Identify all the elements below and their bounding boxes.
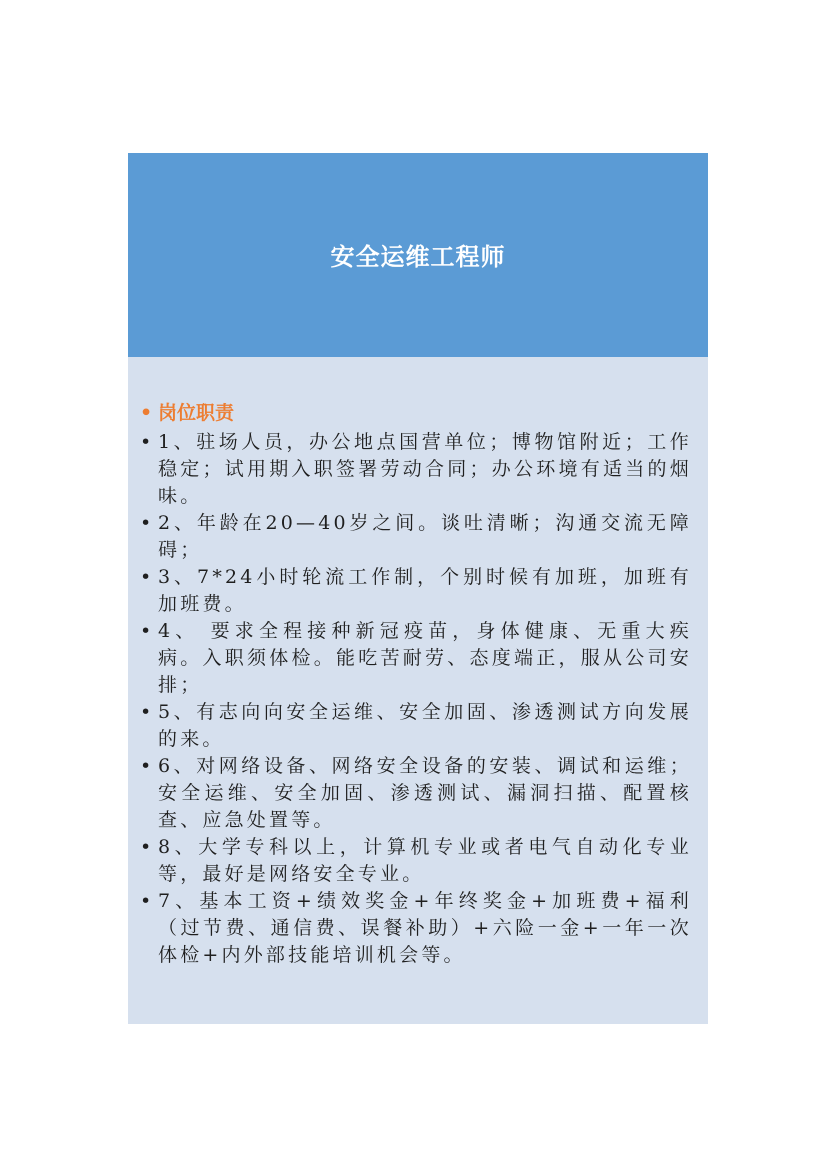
- list-item: [140, 564, 692, 618]
- bullet-icon: •: [140, 836, 155, 858]
- list-item: [140, 510, 692, 564]
- bullet-icon: •: [140, 755, 155, 777]
- list-item: [140, 834, 692, 888]
- list-item: [140, 888, 692, 969]
- list-item-text: 1、驻场人员，办公地点国营单位；博物馆附近；工作稳定；试用期入职签署劳动合同；办公环境有适当的烟味。: [158, 431, 692, 507]
- list-item: [140, 753, 692, 834]
- card-content: [140, 399, 692, 969]
- list-item-text: 8、大学专科以上，计算机专业或者电气自动化专业等，最好是网络安全专业。: [158, 836, 692, 885]
- job-title: 安全运维工程师: [330, 243, 506, 271]
- list-item-text: 7、基本工资+绩效奖金+年终奖金+加班费+福利（过节费、通信费、误餐补助）+六险一金+一年一次体检+内外部技能培训机会等。: [158, 890, 692, 966]
- card-header: [128, 153, 708, 357]
- section-heading: [140, 399, 692, 427]
- bullet-icon: •: [140, 566, 155, 588]
- list-item-text: 6、对网络设备、网络安全设备的安装、调试和运维；安全运维、安全加固、渗透测试、漏洞扫描、配置核查、应急处置等。: [158, 755, 692, 831]
- list-item-text: 3、7*24小时轮流工作制，个别时候有加班，加班有加班费。: [158, 566, 692, 615]
- list-item: [140, 429, 692, 510]
- bullet-icon: •: [140, 402, 153, 424]
- list-item-text: 5、有志向向安全运维、安全加固、渗透测试方向发展的来。: [158, 701, 692, 750]
- list-item-text: 2、年龄在20—40岁之间。谈吐清晰；沟通交流无障碍；: [158, 512, 692, 561]
- list-item-text: 4、 要求全程接种新冠疫苗，身体健康、无重大疾病。入职须体检。能吃苦耐劳、态度端正，服从公司安排；: [158, 620, 692, 696]
- bullet-icon: •: [140, 512, 155, 534]
- bullet-icon: •: [140, 431, 155, 453]
- job-card: [128, 153, 708, 1024]
- list-item: [140, 618, 692, 699]
- bullet-icon: •: [140, 620, 155, 642]
- section-heading-text: 岗位职责: [158, 402, 235, 424]
- list-item: [140, 699, 692, 753]
- bullet-icon: •: [140, 890, 155, 912]
- bullet-icon: •: [140, 701, 155, 723]
